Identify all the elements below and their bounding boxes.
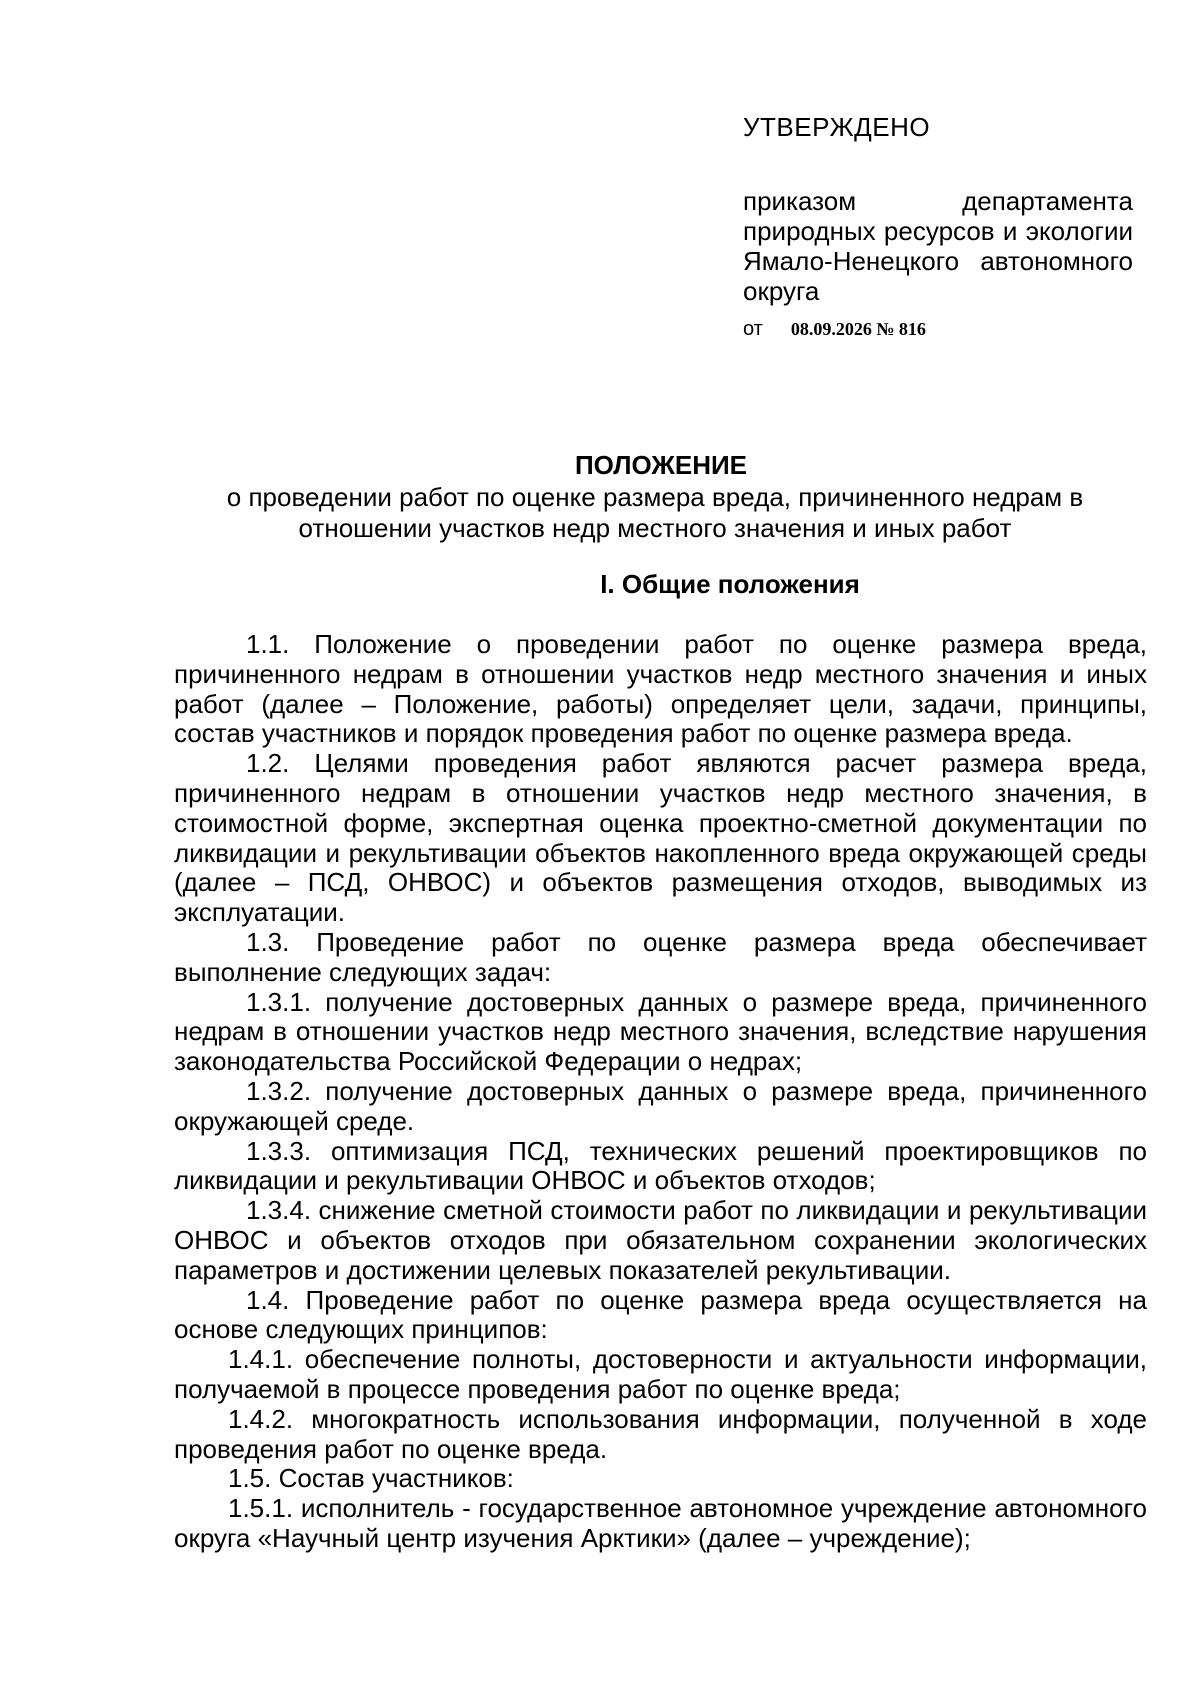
title-block [160, 448, 1150, 544]
paragraph-1-3-3: 1.3.3. оптимизация ПСД, технических решений проектировщиков по ликвидации и рекультивации ОНВОС и объектов отходов; [174, 1135, 1147, 1196]
paragraph-1-3-1: 1.3.1. получение достоверных данных о размере вреда, причиненного недрам в отношении участков недр местного значения, вследствие нарушения законодательства Российской Федерации о недрах; [174, 986, 1147, 1077]
approval-order-prefix: от [743, 318, 763, 340]
paragraph-1-3-2: 1.3.2. получение достоверных данных о размере вреда, причиненного окружающей среде. [174, 1075, 1147, 1136]
approval-order-line [743, 314, 1133, 344]
paragraph-1-5-1: 1.5.1. исполнитель - государственное автономное учреждение автономного округа «Научный центр изучения Арктики» (далее – учреждение); [174, 1493, 1147, 1553]
document-body [174, 630, 1147, 1554]
section-heading: I. Общие положения [600, 569, 860, 599]
document-subtitle: о проведении работ по оценке размера вреда, причиненного недрам в отношении участков недр местного значения и иных работ [226, 482, 1084, 543]
paragraph-1-3: 1.3. Проведение работ по оценке размера вреда обеспечивает выполнение следующих задач: [174, 926, 1147, 987]
paragraph-1-2: 1.2. Целями проведения работ являются расчет размера вреда, причиненного недрам в отношении участков недр местного значения, в стоимостной форме, экспертная оценка проектно-сметной документации по ликвидации и рекультивации объектов накопленного вреда окружающей среды (далее – ПСД, ОНВОС) и объектов размещения отходов, выводимых из эксплуатации. [174, 748, 1147, 928]
paragraph-1-1: 1.1. Положение о проведении работ по оценке размера вреда, причиненного недрам в отношении участков недр местного значения и иных работ (далее – Положение, работы) определяет цели, задачи, принципы, состав участников и порядок проведения работ по оценке размера вреда. [174, 629, 1147, 749]
paragraph-1-3-4: 1.3.4. снижение сметной стоимости работ по ликвидации и рекультивации ОНВОС и объектов отходов при обязательном сохранении экологических параметров и достижении целевых показателей рекультивации. [174, 1195, 1147, 1285]
paragraph-1-4-2: 1.4.2. многократность использования информации, полученной в ходе проведения работ по оценке вреда. [174, 1403, 1147, 1464]
paragraph-1-5: 1.5. Состав участников: [228, 1463, 514, 1494]
approval-heading: УТВЕРЖДЕНО [743, 112, 931, 142]
paragraph-1-4: 1.4. Проведение работ по оценке размера вреда осуществляется на основе следующих принципов: [174, 1284, 1147, 1345]
approval-order-date-number: 08.09.2026 № 816 [790, 319, 926, 339]
document-title: ПОЛОЖЕНИЕ [574, 450, 748, 480]
approval-order-text: приказом департамента природных ресурсов и экологии Ямало-Ненецкого автономного округа [743, 186, 1133, 306]
approval-block [743, 112, 1133, 344]
paragraph-1-4-1: 1.4.1. обеспечение полноты, достоверности и актуальности информации, получаемой в процессе проведения работ по оценке вреда; [174, 1344, 1147, 1404]
